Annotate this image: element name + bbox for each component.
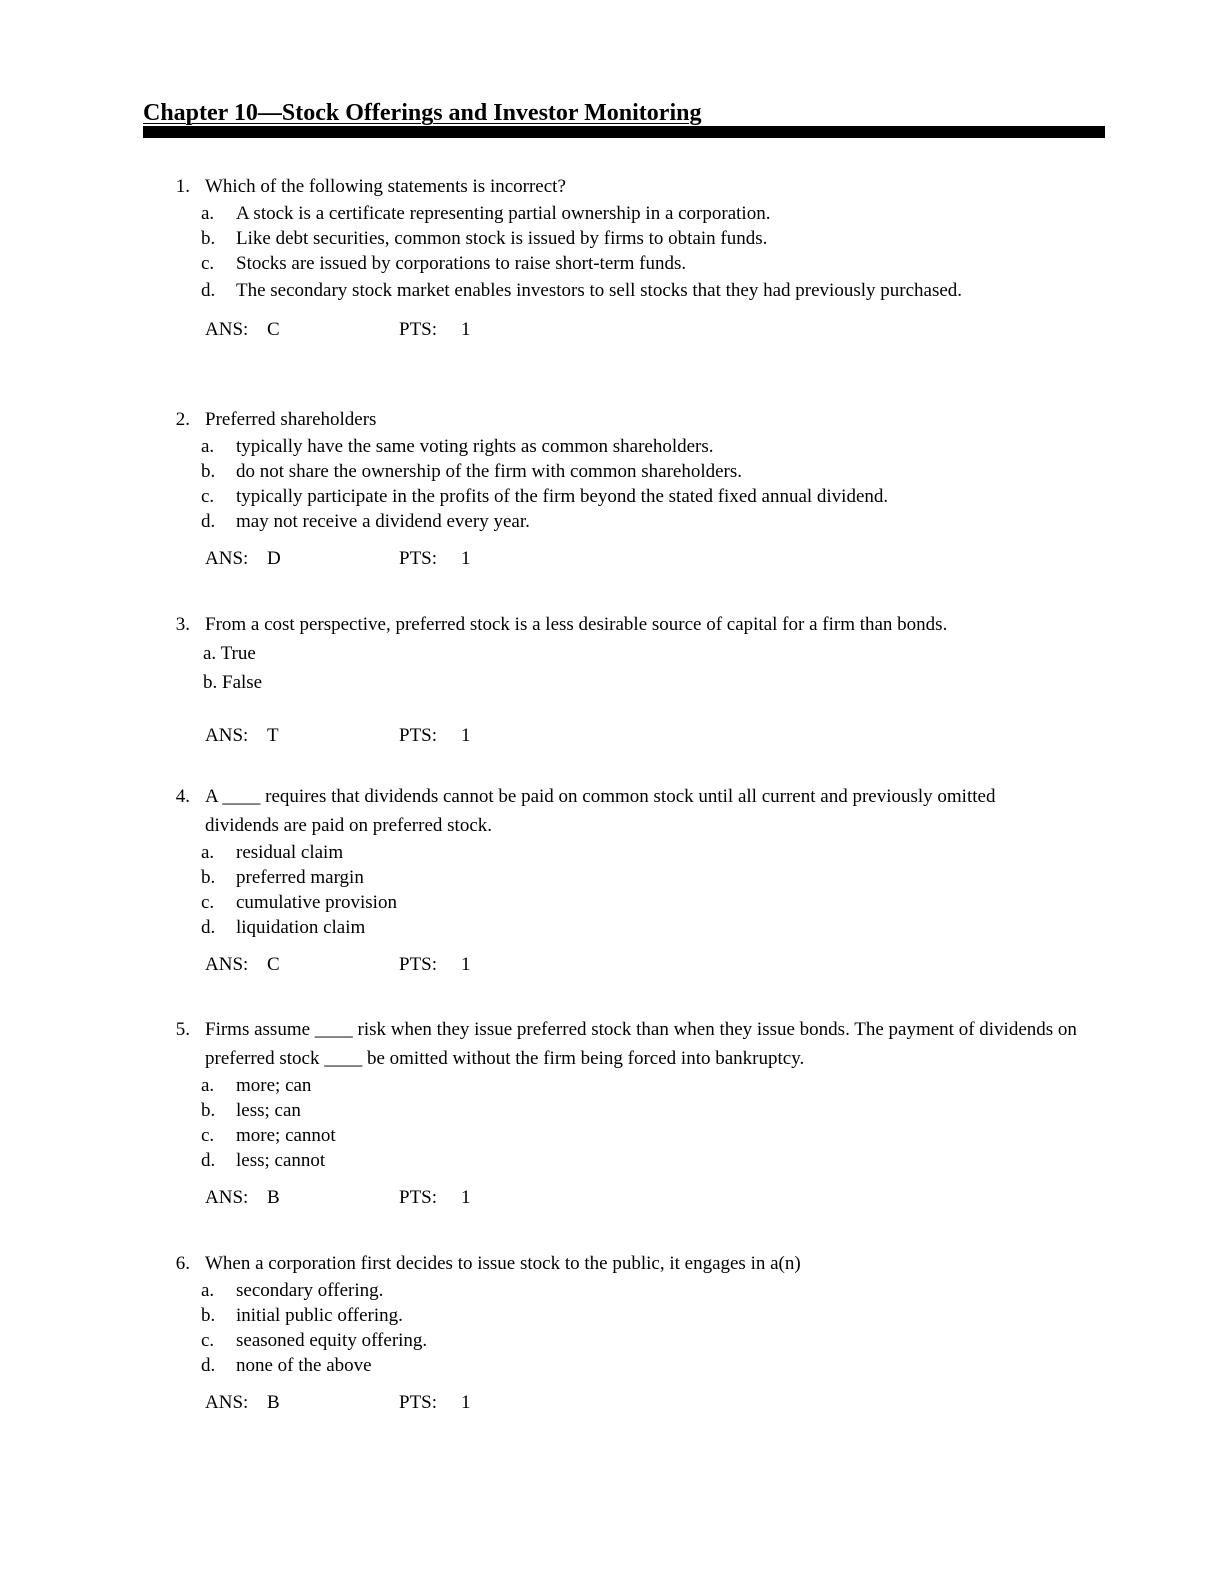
choice-letter: b. [201,461,216,482]
choice-letter: a. [201,1075,215,1096]
title-rule [143,126,1105,138]
answer-label: ANS: [205,954,249,975]
choice-text: A stock is a certificate representing partial ownership in a corporation. [236,203,771,224]
choice-letter: c. [201,892,215,913]
choice-text: may not receive a dividend every year. [236,511,530,532]
choice-letter: d. [201,511,216,532]
points-value: 1 [461,954,471,975]
answer-row [166,548,1106,578]
choice-text: Stocks are issued by corporations to raise short-term funds. [236,253,687,274]
question-3 [166,610,1106,755]
question-stem [166,1015,1105,1073]
choice-letter: b. [201,1100,216,1121]
points-label: PTS: [399,1187,438,1208]
choice-letter: c. [201,253,215,274]
choice-text: typically have the same voting rights as common shareholders. [236,436,714,457]
choice-text: secondary offering. [236,1280,384,1301]
question-text: Firms assume ____ risk when they issue preferred stock than when they issue bonds. The payment of dividends on preferred stock ____ be omitted without the firm being forced into bankruptcy. [205,1019,1077,1069]
choice-text: residual claim [236,842,344,863]
question-stem [166,782,1065,840]
answer-value: B [267,1187,280,1208]
choice-b [166,1303,1106,1328]
points-value: 1 [461,725,471,746]
choice-a [166,1278,1106,1303]
question-number: 1. [175,176,190,197]
choice-text: none of the above [236,1355,372,1376]
points-value: 1 [461,319,471,340]
choice-list [166,201,1106,305]
choice-letter: b. [201,867,216,888]
choice-list [166,1073,1106,1173]
answer-value: C [267,319,280,340]
answer-row [166,1187,1106,1217]
question-text: When a corporation first decides to issue stock to the public, it engages in a(n) [205,1253,801,1274]
answer-value: B [267,1392,280,1413]
choice-c [166,890,1106,915]
choice-c [166,251,1106,276]
question-stem [166,1249,1106,1278]
choice-b [166,1098,1106,1123]
choice-true: a. True [203,643,256,664]
choice-list [166,840,1106,940]
choice-text: The secondary stock market enables investors to sell stocks that they had previously purchased. [236,280,963,301]
choice-text: less; can [236,1100,301,1121]
question-number: 3. [175,614,190,635]
answer-value: T [267,725,279,746]
choice-letter: a. [201,1280,215,1301]
choice-a [166,840,1106,865]
answer-row [166,319,1106,349]
choice-letter: d. [201,917,216,938]
question-text: Which of the following statements is incorrect? [205,176,566,197]
choice-text: initial public offering. [236,1305,403,1326]
choice-letter: c. [201,486,215,507]
choice-text: seasoned equity offering. [236,1330,428,1351]
choice-c [166,484,1106,509]
points-label: PTS: [399,319,438,340]
points-label: PTS: [399,725,438,746]
choice-d [166,1148,1106,1173]
choice-c [166,1123,1106,1148]
true-false-list [166,639,1106,697]
choice-c [166,1328,1106,1353]
question-text: A ____ requires that dividends cannot be paid on common stock until all current and previously omitted dividends are paid on preferred stock. [205,786,996,836]
choice-letter: b. [201,1305,216,1326]
choice-letter: a. [201,436,215,457]
choice-d [166,509,1106,534]
answer-value: D [267,548,281,569]
choice-letter: c. [201,1125,215,1146]
answer-label: ANS: [205,548,249,569]
points-value: 1 [461,1392,471,1413]
points-label: PTS: [399,1392,438,1413]
choice-list [166,1278,1106,1378]
choice-d [166,915,1106,940]
choice-a [166,434,1106,459]
answer-label: ANS: [205,319,249,340]
choice-text: preferred margin [236,867,364,888]
question-5 [166,1015,1106,1217]
choice-text: do not share the ownership of the firm with common shareholders. [236,461,743,482]
question-text: From a cost perspective, preferred stock is a less desirable source of capital for a firm than bonds. [205,614,948,635]
choice-false: b. False [203,672,263,693]
question-number: 4. [175,786,190,807]
answer-row [166,954,1106,984]
choice-letter: a. [201,842,215,863]
points-value: 1 [461,1187,471,1208]
question-4 [166,782,1106,984]
choice-letter: d. [201,1355,216,1376]
choice-letter: b. [201,228,216,249]
points-label: PTS: [399,548,438,569]
choice-text: liquidation claim [236,917,366,938]
answer-row [166,725,1106,755]
chapter-title: Chapter 10—Stock Offerings and Investor Monitoring [143,100,702,126]
answer-label: ANS: [205,1392,249,1413]
choice-letter: c. [201,1330,215,1351]
choice-b [166,226,1106,251]
choice-d [166,1353,1106,1378]
question-number: 2. [175,409,190,430]
choice-text: Like debt securities, common stock is issued by firms to obtain funds. [236,228,768,249]
choice-letter: d. [201,1150,216,1171]
answer-value: C [267,954,280,975]
choice-text: less; cannot [236,1150,326,1171]
choice-text: more; can [236,1075,312,1096]
choice-letter: d. [201,280,216,301]
choice-b [166,459,1106,484]
choice-d [166,276,1046,305]
choice-a [166,1073,1106,1098]
question-stem [166,610,1106,639]
question-text: Preferred shareholders [205,409,377,430]
question-number: 6. [175,1253,190,1274]
points-value: 1 [461,548,471,569]
question-stem [166,405,1106,434]
answer-label: ANS: [205,1187,249,1208]
choice-b [166,865,1106,890]
question-stem [166,172,1106,201]
answer-label: ANS: [205,725,249,746]
answer-row [166,1392,1106,1422]
choice-a [166,201,1106,226]
points-label: PTS: [399,954,438,975]
choice-text: more; cannot [236,1125,336,1146]
choice-text: typically participate in the profits of the firm beyond the stated fixed annual dividend. [236,486,889,507]
choice-text: cumulative provision [236,892,397,913]
question-6 [166,1249,1106,1422]
question-number: 5. [175,1019,190,1040]
choice-list [166,434,1106,534]
question-1 [166,172,1106,349]
question-2 [166,405,1106,578]
choice-letter: a. [201,203,215,224]
